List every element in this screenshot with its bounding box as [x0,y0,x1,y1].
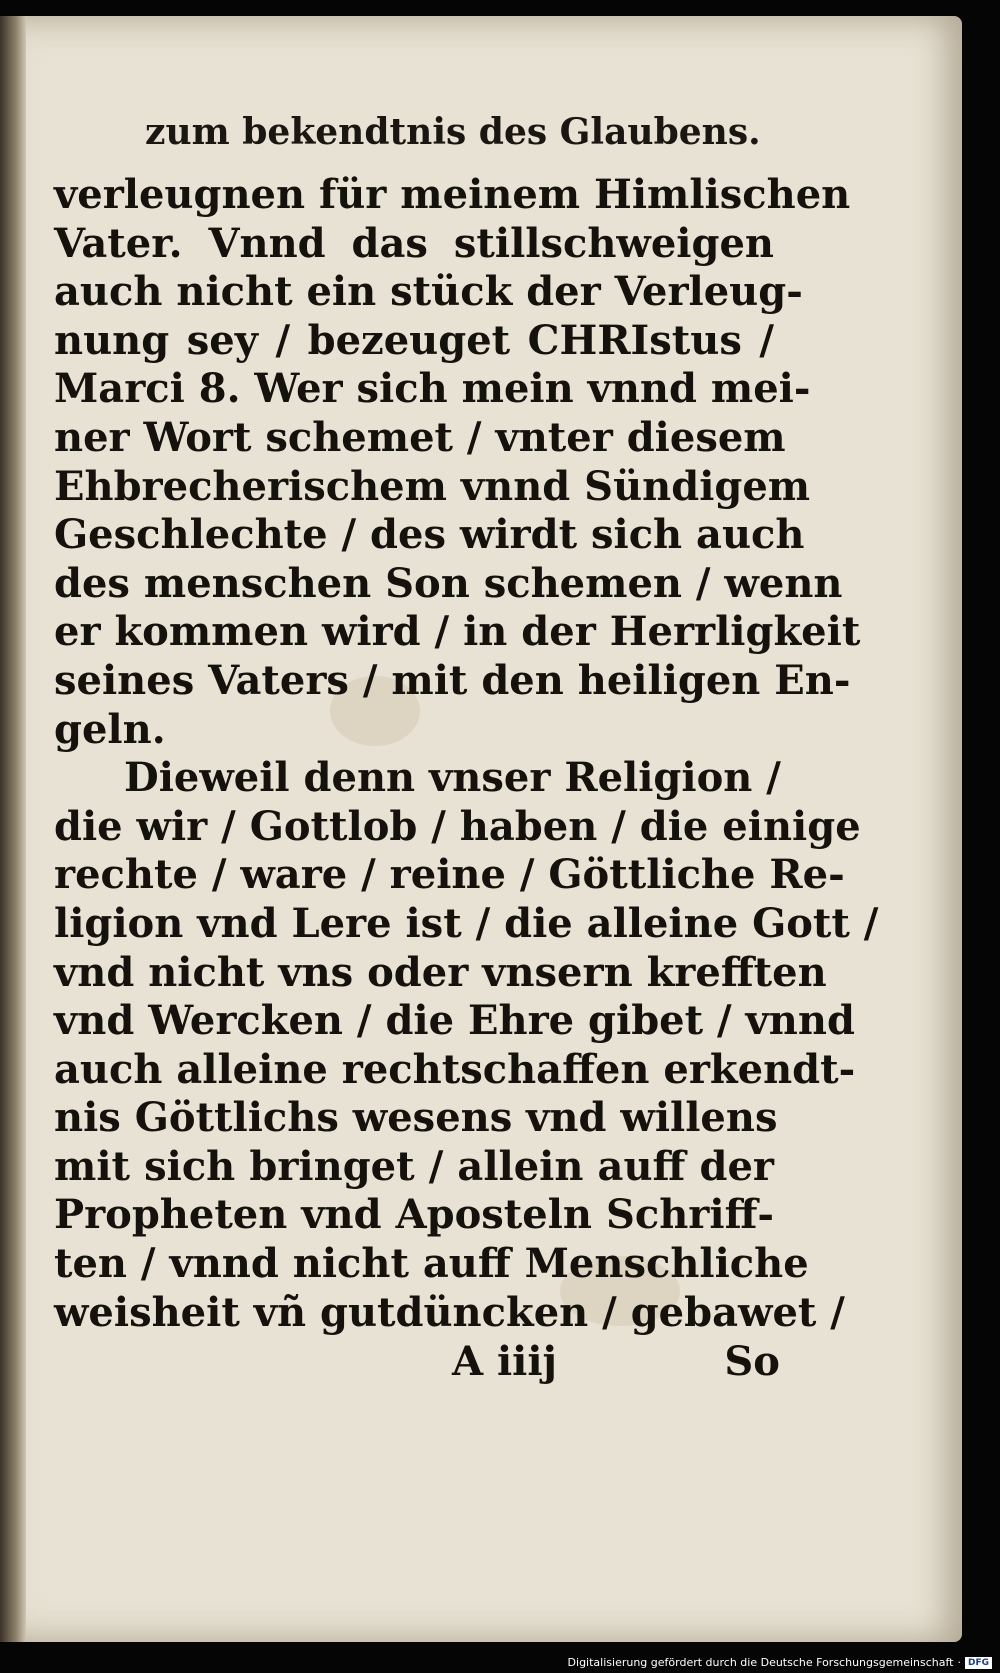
text-line: auch alleine rechtschaffen erkendt- [54,1045,856,1093]
book-spine-shadow [0,16,26,1642]
text-line: vnd Wercken / die Ehre gibet / vnnd [54,997,855,1045]
text-line: ner Wort schemet / vnter diesem [54,413,786,461]
page-text-block [54,171,879,1337]
text-line: ligion vnd Lere ist / die alleine Gott / [54,899,879,947]
text-line: weisheit vñ gutdüncken / gebawet / [54,1288,845,1336]
text-line: Geschlechte / des wirdt sich auch [54,511,805,559]
catchword: So [724,1338,780,1385]
text-line: mit sich bringet / allein auff der [54,1142,774,1190]
text-line: vnd nicht vns oder vnsern krefften [54,948,827,996]
text-line: rechte / ware / reine / Göttliche Re- [54,851,845,899]
text-line: Marci 8. Wer sich mein vnnd mei- [54,365,811,413]
dfg-logo-icon: DFG [965,1657,992,1669]
signature-mark: A iiij [452,1338,558,1385]
text-line: seines Vaters / mit den heiligen En- [54,656,851,704]
text-line: ten / vnnd nicht auff Menschliche [54,1240,809,1288]
credit-separator: · [957,1656,961,1669]
credit-text: Digitalisierung gefördert durch die Deutsche Forschungsgemeinschaft [567,1656,954,1669]
text-line: des menschen Son schemen / wenn [54,559,843,607]
text-line: Propheten vnd Aposteln Schriff- [54,1191,774,1239]
text-line: nung sey / bezeuget CHRIstus / [54,316,774,364]
text-line: er kommen wird / in der Herrligkeit [54,608,861,656]
text-line: auch nicht ein stück der Verleug- [54,268,803,316]
page-footer [0,1338,780,1388]
text-line: geln. [54,705,166,753]
text-line: Vater. Vnnd das stillschweigen [54,219,774,267]
book-page [0,16,962,1642]
running-head: zum bekendtnis des Glaubens. [145,111,761,153]
text-line-paragraph-start: Dieweil denn vnser Religion / [124,754,781,802]
text-line: nis Göttlichs wesens vnd willens [54,1094,778,1142]
text-line: die wir / Gottlob / haben / die einige [54,802,861,850]
text-line: Ehbrecherischem vnnd Sündigem [54,462,811,510]
text-line: verleugnen für meinem Himlischen [54,171,851,218]
digitization-credit [568,1656,992,1669]
